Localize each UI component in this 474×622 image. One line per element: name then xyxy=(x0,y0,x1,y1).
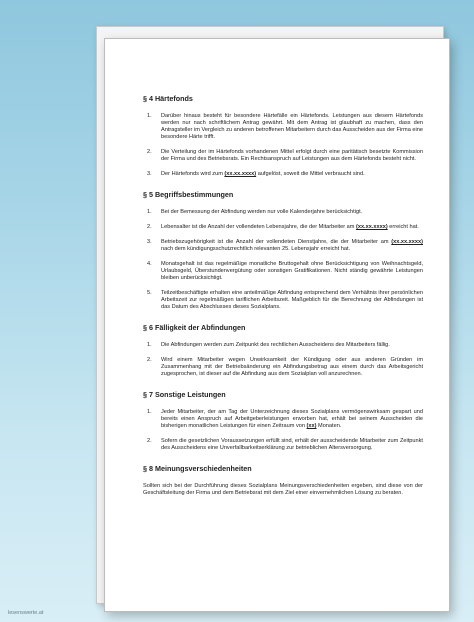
section-title: § 8 Meinungsverschiedenheiten xyxy=(143,464,252,473)
section-title: § 7 Sonstige Leistungen xyxy=(143,390,226,399)
section-title: § 5 Begriffsbestimmungen xyxy=(143,190,234,199)
section-begriffsbestimmungen xyxy=(143,190,423,311)
section-meinungsverschiedenheiten xyxy=(143,464,423,497)
item-text-pre: Der Härtefonds wird zum xyxy=(161,171,225,177)
item-text: Wird einem Mitarbeiter wegen Unwirksamkeit der Kündigung oder aus anderen Gründen im Zusammenhang mit der Betriebsänderung ein Abfindungsbetrag aus einem durch das Arbeitsgericht zugesprochen, ist dieser auf die Abfindung aus dem Sozialplan voll anzurechnen. xyxy=(161,357,423,377)
section-title: § 6 Fälligkeit der Abfindungen xyxy=(143,323,246,332)
item-list xyxy=(143,113,423,178)
item-text: Sofern die gesetzlichen Voraussetzungen erfüllt sind, erhält der ausscheidende Mitarbeiter zum Zeitpunkt des Ausscheidens eine Unverfallbarkeitserklärung zur betrieblichen Altersversorgung. xyxy=(161,438,423,451)
list-item xyxy=(143,149,423,163)
date-placeholder: (xx.xx.xxxx) xyxy=(391,239,423,245)
list-item xyxy=(143,113,423,141)
item-number: 1. xyxy=(147,342,152,348)
item-text xyxy=(161,239,423,253)
item-text-pre: Lebensalter ist die Anzahl der vollendeten Lebensjahre, die der Mitarbeiter am xyxy=(161,224,356,230)
item-number: 3. xyxy=(147,171,152,177)
list-item xyxy=(143,171,423,178)
list-item xyxy=(143,357,423,378)
item-text xyxy=(161,171,423,178)
item-text-post: aufgelöst, soweit die Mittel verbraucht sind. xyxy=(256,171,365,177)
section-faelligkeit xyxy=(143,323,423,378)
section-sonstige-leistungen xyxy=(143,390,423,452)
list-item xyxy=(143,342,423,349)
list-item xyxy=(143,209,423,216)
item-text xyxy=(161,409,423,430)
item-text-post: nach dem kündigungsschutzrechtlich relevanten 25. Lebensjahr erreicht hat. xyxy=(161,246,351,252)
document-page xyxy=(104,38,450,612)
item-list xyxy=(143,209,423,311)
item-number: 3. xyxy=(147,239,152,245)
item-text-pre: Betriebszugehörigkeit ist die Anzahl der vollendeten Dienstjahre, die der Mitarbeiter am xyxy=(161,239,392,245)
item-number: 2. xyxy=(147,438,152,444)
item-number: 4. xyxy=(147,261,152,267)
list-item xyxy=(143,409,423,430)
item-text-pre: Jeder Mitarbeiter, der am Tag der Unterzeichnung dieses Sozialplans vermögenswirksam gespart und bereits einen Anspruch auf Arbeitgeberleistungen erworben hat, erhält bei seinem Ausscheiden die bisherigen monatlichen Leistungen für einen Zeitraum von xyxy=(161,409,423,429)
item-text: Monatsgehalt ist das regelmäßige monatliche Bruttogehalt ohne Berücksichtigung von Weihnachtsgeld, Urlaubsgeld, Überstundenvergütung oder sonstigen Gratifikationen. Nicht ständig gewährte Leistungen bleiben unberücksichtigt. xyxy=(161,261,423,281)
item-text-post: Monaten. xyxy=(316,423,342,429)
section-title: § 4 Härtefonds xyxy=(143,94,193,103)
months-placeholder: (xx) xyxy=(306,423,317,429)
item-text: Teilzeitbeschäftigte erhalten eine anteilmäßige Abfindung entsprechend dem Verhältnis ihrer persönlichen Arbeitszeit zur regelmäßigen tariflichen Arbeitszeit. Maßgeblich für die Berechnung der Abfindungen ist das Datum des Abschlusses dieses Sozialplans. xyxy=(161,290,423,310)
item-list xyxy=(143,342,423,378)
item-number: 1. xyxy=(147,409,152,415)
watermark-text: lesenswerte.at xyxy=(8,610,44,616)
date-placeholder: (xx.xx.xxxx) xyxy=(355,224,388,230)
item-text: Bei der Bemessung der Abfindung werden nur volle Kalenderjahre berücksichtigt. xyxy=(161,209,363,215)
list-item xyxy=(143,290,423,311)
item-number: 2. xyxy=(147,357,152,363)
list-item xyxy=(143,224,423,231)
section-paragraph: Sollten sich bei der Durchführung dieses Sozialplans Meinungsverschiedenheiten ergeben, sind diese von der Geschäftsleitung der Firma und dem Betriebsrat mit dem Ziel einer einvernehmlichen Lösung zu beraten. xyxy=(143,483,423,496)
item-number: 2. xyxy=(147,224,152,230)
list-item xyxy=(143,239,423,253)
section-haertefonds xyxy=(143,94,423,178)
item-text-post: erreicht hat. xyxy=(387,224,419,230)
item-text: Darüber hinaus besteht für besondere Härtefälle ein Härtefonds. Leistungen aus diesem Härtefonds werden nur nach schriftlichem Antrag gewährt. Mit dem Antrag ist glaubhaft zu machen, dass den Antragsteller im Vergleich zu anderen betroffenen Mitarbeitern durch das Ausscheiden aus der Firma eine besondere Härte trifft. xyxy=(161,113,423,140)
item-text: Die Abfindungen werden zum Zeitpunkt des rechtlichen Ausscheidens des Mitarbeiters fällig. xyxy=(161,342,390,348)
date-placeholder: (xx.xx.xxxx) xyxy=(224,171,257,177)
item-number: 1. xyxy=(147,113,152,119)
item-text xyxy=(161,224,423,231)
item-number: 5. xyxy=(147,290,152,296)
item-list xyxy=(143,409,423,452)
list-item xyxy=(143,438,423,452)
item-number: 1. xyxy=(147,209,152,215)
list-item xyxy=(143,261,423,282)
item-number: 2. xyxy=(147,149,152,155)
item-text: Die Verteilung der im Härtefonds vorhandenen Mittel erfolgt durch eine paritätisch besetzte Kommission der Firma und des Betriebsrats. Ein Rechtsanspruch auf Leistungen aus dem Härtefonds besteht nicht. xyxy=(161,149,423,162)
